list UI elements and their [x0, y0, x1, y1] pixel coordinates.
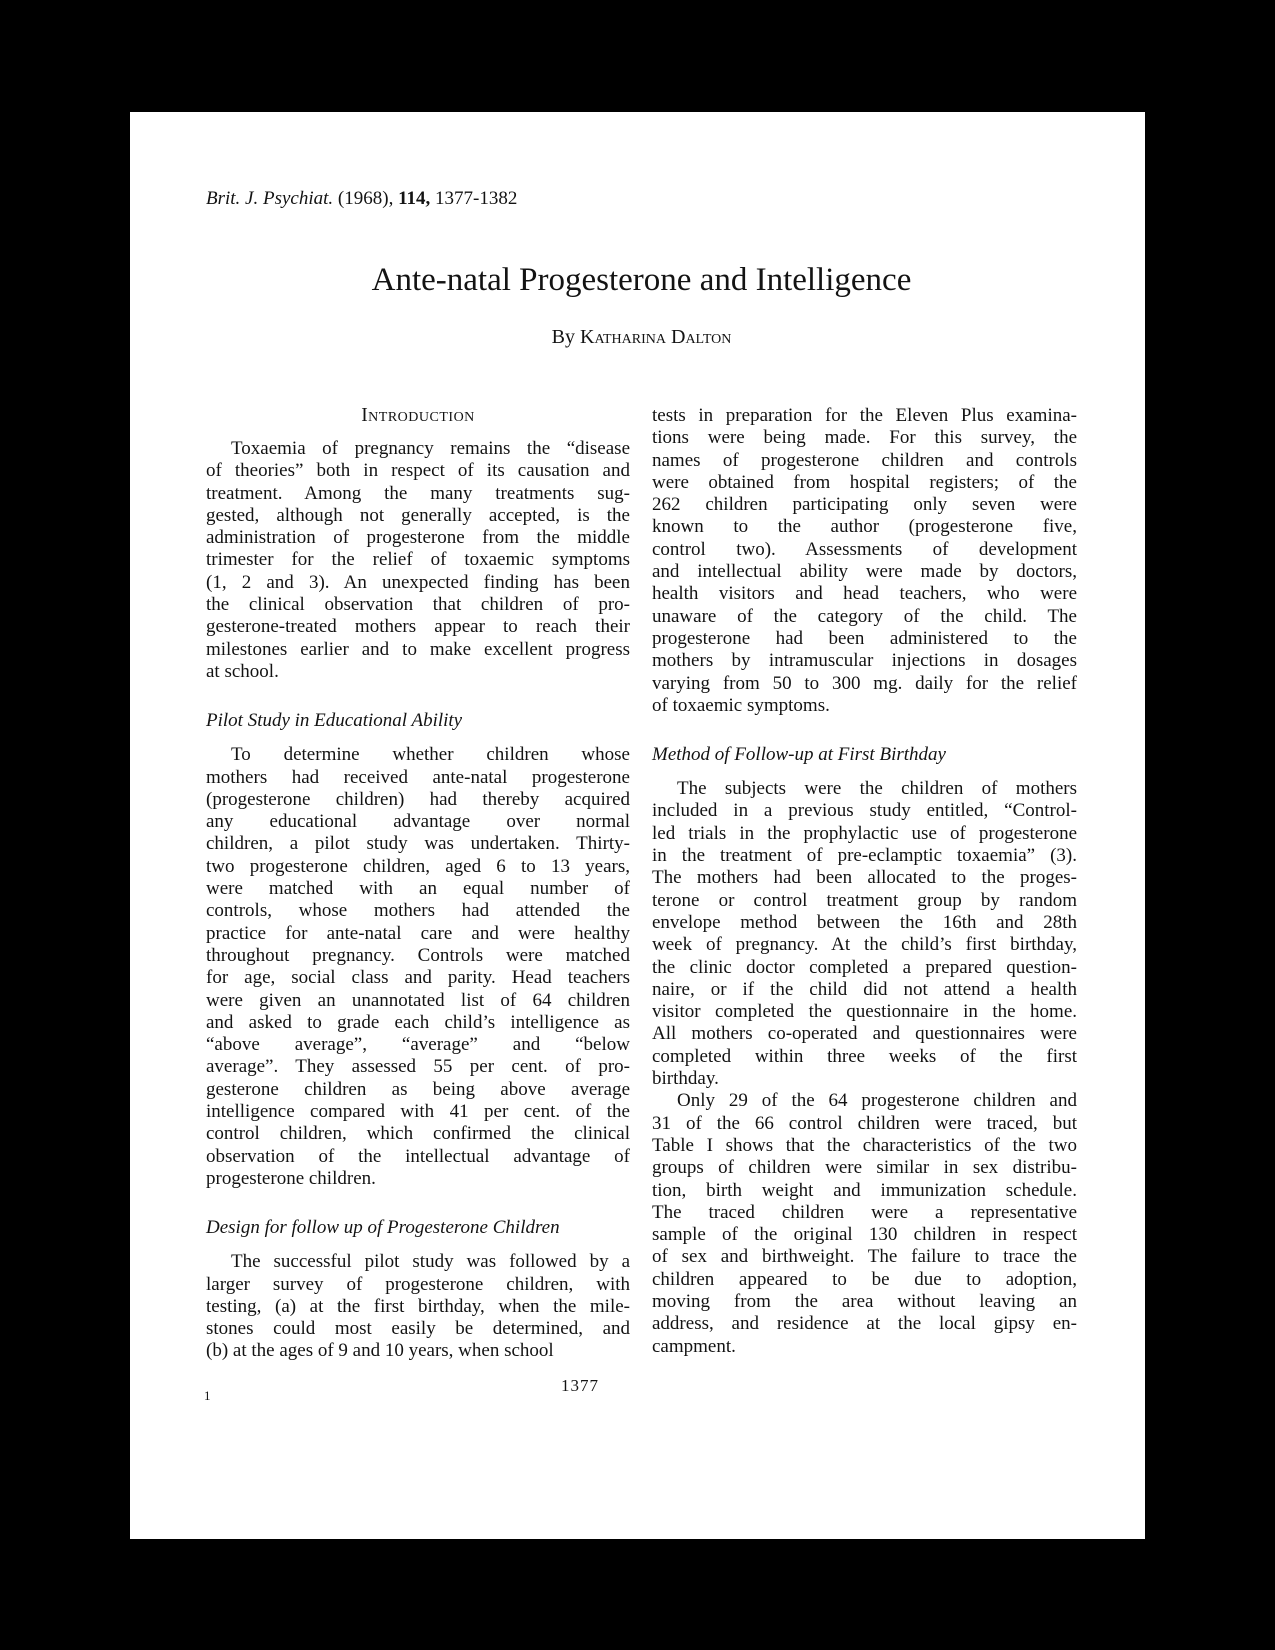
text-line: mothers by intramuscular injections in dosages: [652, 650, 1077, 672]
journal-name: Brit. J. Psychiat.: [206, 188, 334, 209]
text-line: treatment. Among the many treatments sug-: [206, 482, 630, 504]
right-column: [652, 405, 1077, 1363]
text-line: unaware of the category of the child. The: [652, 605, 1077, 627]
text-line: Toxaemia of pregnancy remains the “disease: [231, 438, 630, 459]
text-line: controls, whose mothers had attended the: [206, 900, 630, 922]
journal-year: (1968),: [333, 188, 399, 209]
text-line: the clinic doctor completed a prepared question-: [652, 956, 1077, 978]
text-line: intelligence compared with 41 per cent. of the: [206, 1101, 630, 1123]
text-line: average”. They assessed 55 per cent. of pro-: [206, 1056, 630, 1078]
text-line: (b) at the ages of 9 and 10 years, when school: [206, 1340, 554, 1362]
text-line: of toxaemic symptoms.: [652, 694, 830, 716]
text-line: week of pregnancy. At the child’s first birthday,: [652, 934, 1077, 956]
printer-signature-mark: 1: [204, 1388, 211, 1403]
text-line: gested, although not generally accepted, is the: [206, 504, 630, 526]
text-line: two progesterone children, aged 6 to 13 years,: [206, 855, 630, 877]
text-line: envelope method between the 16th and 28th: [652, 911, 1077, 933]
text-line: tions were being made. For this survey, the: [652, 427, 1077, 449]
text-line: The subjects were the children of mothers: [677, 778, 1077, 800]
text-line: children, a pilot study was undertaken. Thirty-: [206, 833, 630, 855]
document-page: [130, 112, 1145, 1539]
text-line: and intellectual ability were made by doctors,: [652, 561, 1077, 583]
text-line: practice for ante-natal care and were healthy: [206, 922, 630, 944]
text-line: naire, or if the child did not attend a health: [652, 978, 1077, 1000]
journal-volume: 114,: [398, 188, 431, 209]
text-line: names of progesterone children and controls: [652, 449, 1077, 471]
journal-pages: 1377-1382: [430, 188, 518, 209]
text-line: Only 29 of the 64 progesterone children and: [677, 1090, 1077, 1112]
text-line: progesterone had been administered to the: [652, 627, 1077, 649]
text-line: completed within three weeks of the first: [652, 1045, 1077, 1067]
text-line: The successful pilot study was followed by a: [231, 1251, 630, 1273]
paragraph: [206, 744, 630, 1190]
text-line: (progesterone children) had thereby acquired: [206, 788, 630, 810]
byline-prefix: By: [551, 326, 580, 348]
text-line: throughout pregnancy. Controls were matched: [206, 944, 630, 966]
text-line: known to the author (progesterone five,: [652, 516, 1077, 538]
text-line: for age, social class and parity. Head teachers: [206, 967, 630, 989]
text-line: “above average”, “average” and “below: [206, 1034, 630, 1056]
paragraph: [652, 405, 1077, 717]
byline: [206, 324, 1077, 350]
text-line: control children, which confirmed the clinical: [206, 1123, 630, 1145]
text-line: progesterone children.: [206, 1167, 376, 1189]
text-line: campment.: [652, 1335, 736, 1357]
text-line: included in a previous study entitled, “Control-: [652, 800, 1077, 822]
text-line: health visitors and head teachers, who were: [652, 583, 1077, 605]
text-line: tion, birth weight and immunization schedule.: [652, 1179, 1077, 1201]
text-line: trimester for the relief of toxaemic symptoms: [206, 549, 630, 571]
section-heading: Introduction: [361, 405, 475, 426]
subsection-heading: Method of Follow-up at First Birthday: [652, 744, 946, 766]
text-line: testing, (a) at the first birthday, when the mile-: [206, 1295, 630, 1317]
text-line: in the treatment of pre-eclamptic toxaemia” (3).: [652, 845, 1077, 867]
paragraph: [206, 1251, 630, 1362]
text-line: terone or control treatment group by random: [652, 889, 1077, 911]
author-name: Katharina Dalton: [580, 326, 732, 348]
text-line: at school.: [206, 660, 279, 682]
text-line: Table I shows that the characteristics of the two: [652, 1134, 1077, 1156]
text-line: groups of children were similar in sex distribu-: [652, 1157, 1077, 1179]
article-title: Ante-natal Progesterone and Intelligence: [371, 262, 912, 298]
subsection-heading: Design for follow up of Progesterone Children: [206, 1217, 560, 1239]
text-line: sample of the original 130 children in respect: [652, 1224, 1077, 1246]
text-line: the clinical observation that children of pro-: [206, 594, 630, 616]
journal-reference: [206, 188, 517, 210]
text-line: visitor completed the questionnaire in the home.: [652, 1001, 1077, 1023]
text-line: of theories” both in respect of its causation and: [206, 460, 630, 482]
text-line: mothers had received ante-natal progesterone: [206, 766, 630, 788]
paragraph: [652, 778, 1077, 1090]
left-column: [206, 405, 630, 1363]
text-line: were matched with an equal number of: [206, 878, 630, 900]
text-line: milestones earlier and to make excellent progress: [206, 638, 630, 660]
text-line: moving from the area without leaving an: [652, 1290, 1077, 1312]
text-line: (1, 2 and 3). An unexpected finding has been: [206, 571, 630, 593]
text-line: tests in preparation for the Eleven Plus examina-: [652, 405, 1077, 426]
text-line: address, and residence at the local gipsy en-: [652, 1313, 1077, 1335]
text-line: 31 of the 66 control children were traced, but: [652, 1112, 1077, 1134]
text-line: administration of progesterone from the middle: [206, 527, 630, 549]
text-line: and asked to grade each child’s intelligence as: [206, 1011, 630, 1033]
text-line: led trials in the prophylactic use of progesterone: [652, 822, 1077, 844]
text-line: of sex and birthweight. The failure to trace the: [652, 1246, 1077, 1268]
page-number: 1377: [561, 1376, 599, 1395]
text-line: larger survey of progesterone children, with: [206, 1273, 630, 1295]
text-line: 262 children participating only seven were: [652, 494, 1077, 516]
text-line: All mothers co-operated and questionnaires were: [652, 1023, 1077, 1045]
text-line: To determine whether children whose: [231, 744, 630, 766]
paragraph: [652, 1090, 1077, 1358]
paragraph: [206, 438, 630, 683]
text-line: gesterone-treated mothers appear to reach their: [206, 616, 630, 638]
subsection-heading: Pilot Study in Educational Ability: [206, 710, 463, 732]
text-line: children appeared to be due to adoption,: [652, 1268, 1077, 1290]
text-line: varying from 50 to 300 mg. daily for the relief: [652, 672, 1077, 694]
text-line: stones could most easily be determined, and: [206, 1318, 630, 1340]
two-column-layout: [206, 405, 1077, 1363]
text-line: control two). Assessments of development: [652, 538, 1077, 560]
text-line: The mothers had been allocated to the proges-: [652, 867, 1077, 889]
text-line: The traced children were a representative: [652, 1201, 1077, 1223]
text-line: were obtained from hospital registers; of the: [652, 471, 1077, 493]
text-line: observation of the intellectual advantage of: [206, 1145, 630, 1167]
text-line: any educational advantage over normal: [206, 811, 630, 833]
text-line: gesterone children as being above average: [206, 1078, 630, 1100]
text-line: were given an unannotated list of 64 children: [206, 989, 630, 1011]
text-line: birthday.: [652, 1068, 719, 1090]
